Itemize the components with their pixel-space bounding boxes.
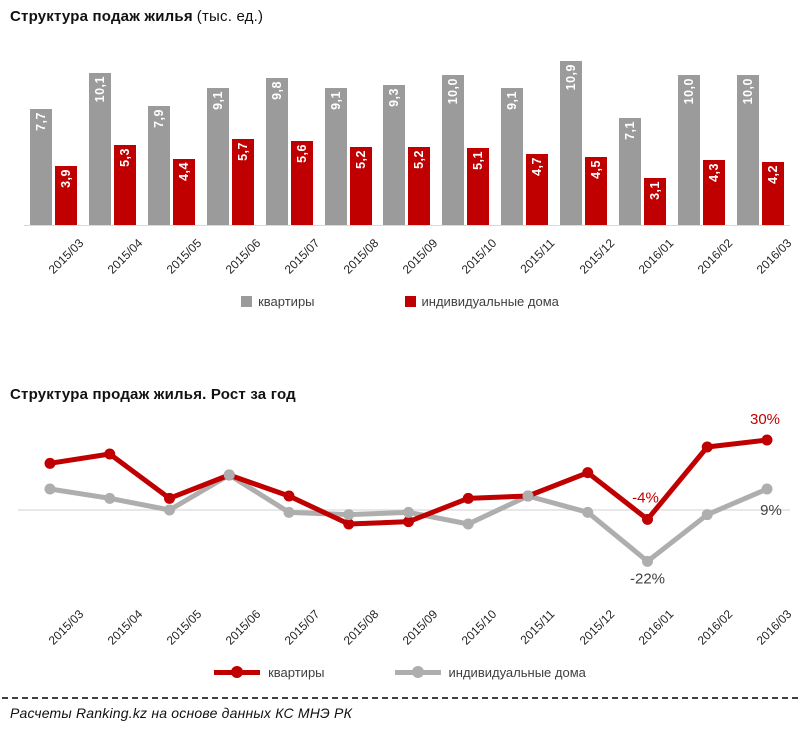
source-footer [0, 697, 800, 721]
bar [442, 75, 464, 225]
bar-value-label: 3,1 [648, 181, 663, 201]
bar-group-2015/03 [24, 109, 83, 225]
bar-value-label: 9,1 [328, 91, 343, 111]
bar-value-label: 5,7 [235, 142, 250, 162]
data-point-квартиры-2015/04 [104, 449, 115, 460]
x-axis-tick-2015/09: 2015/09 [399, 236, 440, 277]
bar [114, 145, 136, 225]
bar [383, 85, 405, 225]
x-axis-tick-2015/06: 2015/06 [222, 236, 263, 277]
x-axis-tick-2015/11: 2015/11 [517, 236, 558, 276]
red-line-marker-legend-icon [214, 670, 260, 675]
bar-value-label: 5,6 [294, 143, 309, 163]
bar-group-2015/11 [495, 88, 554, 225]
bar [644, 178, 666, 225]
x-axis-tick-2015/12: 2015/12 [576, 236, 617, 277]
x-axis-tick-2015/08: 2015/08 [340, 607, 381, 648]
line-chart-title: Структура продаж жилья. Рост за год [10, 386, 296, 403]
x-axis-tick-2015/05: 2015/05 [163, 236, 204, 277]
bar [291, 141, 313, 225]
x-axis-tick-2016/02: 2016/02 [694, 236, 735, 277]
data-point-индивидуальные дома-2016/01 [642, 556, 653, 567]
data-point-индивидуальные дома-2015/12 [582, 507, 593, 518]
bar-value-label: 9,1 [210, 91, 225, 111]
data-point-индивидуальные дома-2015/09 [403, 507, 414, 518]
bar [678, 75, 700, 225]
bar-value-label: 4,3 [707, 163, 722, 183]
annotation-30%: 30% [749, 411, 781, 429]
data-point-индивидуальные дома-2015/07 [284, 507, 295, 518]
legend-label: квартиры [258, 293, 315, 309]
data-point-индивидуальные дома-2015/10 [463, 518, 474, 529]
bar-value-label: 5,1 [471, 151, 486, 171]
line-chart-plot-area [0, 407, 800, 597]
legend-label: квартиры [268, 664, 325, 680]
bar [30, 109, 52, 225]
bar [501, 88, 523, 225]
x-axis-tick-2016/03: 2016/03 [753, 236, 794, 277]
bar [266, 78, 288, 225]
x-axis-tick-2015/07: 2015/07 [281, 236, 322, 277]
data-point-квартиры-2015/07 [284, 491, 295, 502]
x-axis-tick-2015/05: 2015/05 [163, 607, 204, 648]
line-chart-x-axis-labels [24, 597, 800, 653]
bar-value-label: 10,0 [682, 77, 697, 105]
annotation-9%: 9% [760, 502, 782, 520]
x-axis-tick-2016/02: 2016/02 [694, 607, 735, 648]
x-axis-tick-2015/12: 2015/12 [576, 607, 617, 648]
bar-value-label: 4,4 [176, 161, 191, 181]
bar-chart-legend [0, 290, 800, 312]
bar-value-label: 9,1 [505, 91, 520, 111]
legend-item-individual-houses [395, 665, 586, 680]
bar-group-2016/02 [672, 75, 731, 225]
bar [207, 88, 229, 225]
bar-group-2015/09 [378, 85, 437, 225]
data-point-индивидуальные дома-2015/04 [104, 493, 115, 504]
x-axis-tick-2015/11: 2015/11 [517, 607, 558, 647]
data-point-индивидуальные дома-2016/02 [702, 509, 713, 520]
bar [526, 154, 548, 225]
bar [762, 162, 784, 225]
bar [585, 157, 607, 225]
bar-value-label: 5,2 [412, 149, 427, 169]
bar [737, 75, 759, 225]
bar [560, 61, 582, 225]
bar-value-label: 10,1 [92, 76, 107, 103]
line-chart-section [0, 386, 800, 683]
data-point-индивидуальные дома-2015/03 [45, 484, 56, 495]
data-point-квартиры-2016/03 [762, 435, 773, 446]
bar-chart-section [0, 8, 800, 312]
legend-label: индивидуальные дома [421, 293, 559, 309]
bar-value-label: 9,8 [269, 80, 284, 100]
x-axis-tick-2015/10: 2015/10 [458, 607, 499, 648]
bar-chart-title-text: Структура подаж жилья [10, 8, 193, 25]
data-point-индивидуальные дома-2015/05 [164, 505, 175, 516]
data-point-квартиры-2015/12 [582, 467, 593, 478]
data-point-индивидуальные дома-2016/03 [762, 484, 773, 495]
bar [467, 148, 489, 225]
bar [232, 139, 254, 225]
bar-value-label: 10,0 [741, 77, 756, 105]
bar-value-label: 5,2 [353, 149, 368, 169]
annotation--4%: -4% [632, 489, 659, 507]
legend-item-apartments [241, 294, 314, 309]
data-point-квартиры-2015/03 [45, 458, 56, 469]
bar-group-2016/03 [731, 75, 790, 225]
bar [325, 88, 347, 225]
data-point-индивидуальные дома-2015/06 [224, 470, 235, 481]
bar-group-2015/07 [260, 78, 319, 225]
source-text: Расчеты Ranking.kz на основе данных КС МНЭ РК [10, 705, 353, 721]
bar [350, 147, 372, 225]
bar [148, 106, 170, 225]
x-axis-tick-2015/08: 2015/08 [340, 236, 381, 277]
x-axis-tick-2015/06: 2015/06 [222, 607, 263, 648]
gray-square-legend-icon [241, 296, 252, 307]
x-axis-tick-2015/10: 2015/10 [458, 236, 499, 277]
bar-value-label: 7,1 [623, 121, 638, 141]
x-axis-tick-2015/09: 2015/09 [399, 607, 440, 648]
bar [55, 166, 77, 225]
bar-group-2015/10 [436, 75, 495, 225]
data-point-квартиры-2015/05 [164, 493, 175, 504]
gray-line-marker-legend-icon [395, 670, 441, 675]
x-axis-tick-2015/03: 2015/03 [45, 236, 86, 277]
x-axis-tick-2015/04: 2015/04 [104, 607, 145, 648]
data-point-квартиры-2016/01 [642, 514, 653, 525]
data-point-индивидуальные дома-2015/08 [343, 509, 354, 520]
x-axis-tick-2016/03: 2016/03 [753, 607, 794, 648]
annotation--22%: -22% [629, 570, 666, 588]
bar-value-label: 4,5 [589, 160, 604, 180]
legend-item-apartments [214, 665, 324, 680]
x-axis-tick-2016/01: 2016/01 [635, 236, 676, 277]
bar-value-label: 3,9 [58, 169, 73, 189]
line-chart-legend [0, 661, 800, 683]
bar-value-label: 7,9 [151, 109, 166, 129]
bar-value-label: 7,7 [33, 112, 48, 132]
data-point-квартиры-2016/02 [702, 442, 713, 453]
data-point-индивидуальные дома-2015/11 [523, 491, 534, 502]
red-square-legend-icon [405, 296, 416, 307]
bar-value-label: 4,7 [530, 157, 545, 177]
bar [89, 73, 111, 225]
bar-group-2015/04 [83, 73, 142, 225]
x-axis-tick-2016/01: 2016/01 [635, 607, 676, 648]
bar-value-label: 4,2 [766, 164, 781, 184]
report-page [0, 8, 800, 721]
dashed-divider [2, 697, 798, 699]
bar [703, 160, 725, 225]
bar-chart-plot-area [24, 59, 790, 226]
legend-label: индивидуальные дома [448, 664, 586, 680]
bar-chart-title [10, 8, 800, 25]
bar-value-label: 9,3 [387, 88, 402, 108]
bar-group-2016/01 [613, 118, 672, 225]
x-axis-tick-2015/07: 2015/07 [281, 607, 322, 648]
bar-chart-title-unit: (тыс. ед.) [196, 8, 264, 25]
bar-group-2015/12 [554, 61, 613, 225]
bar-value-label: 10,9 [564, 64, 579, 91]
bar-group-2015/05 [142, 106, 201, 225]
bar [408, 147, 430, 225]
bar [619, 118, 641, 225]
x-axis-tick-2015/04: 2015/04 [104, 236, 145, 277]
x-axis-tick-2015/03: 2015/03 [45, 607, 86, 648]
bar-value-label: 10,0 [446, 77, 461, 105]
bar-value-label: 5,3 [117, 148, 132, 168]
legend-item-individual-houses [405, 294, 559, 309]
bar [173, 159, 195, 225]
bar-group-2015/08 [319, 88, 378, 225]
bar-chart-x-axis-labels [24, 226, 800, 282]
bar-group-2015/06 [201, 88, 260, 225]
data-point-квартиры-2015/10 [463, 493, 474, 504]
